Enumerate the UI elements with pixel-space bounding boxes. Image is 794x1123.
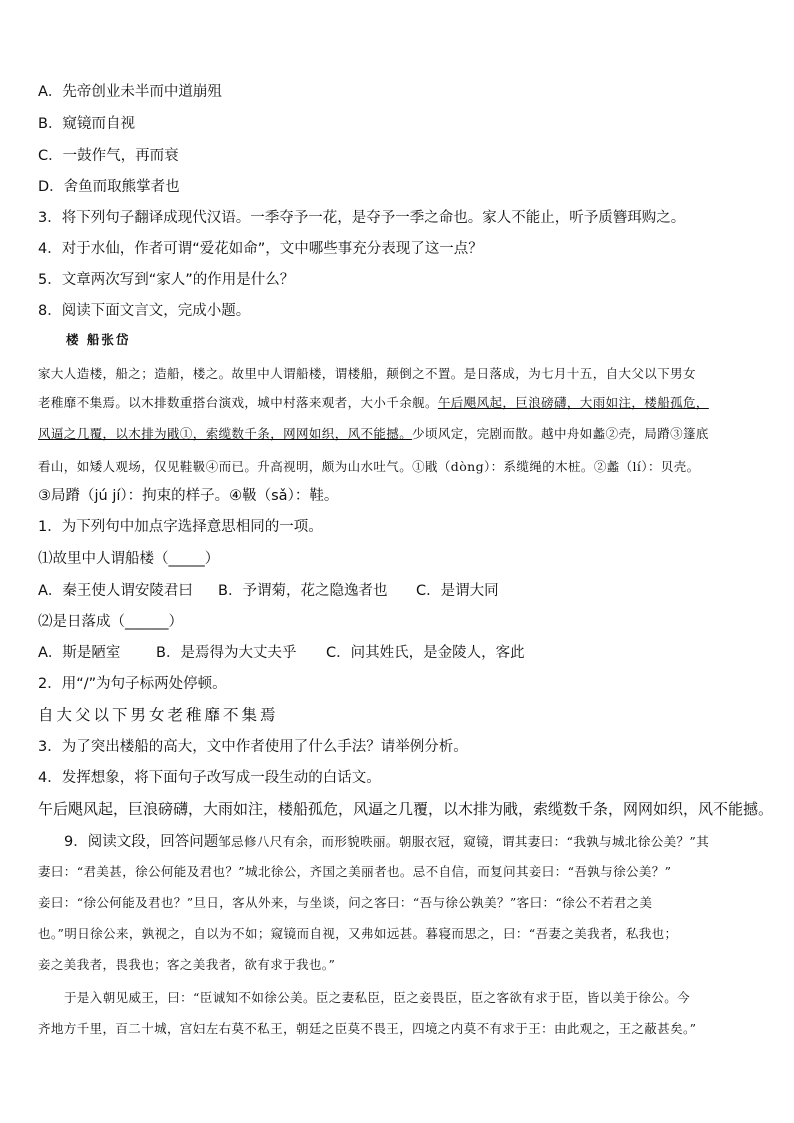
option-1-1-b: B．予谓菊，花之隐逸者也 <box>218 583 388 599</box>
question-8-intro: 8．阅读下面文言文，完成小题。 <box>38 303 251 319</box>
section-9-line-6: 于是入朝见威王，曰：“臣诚知不如徐公美。臣之妻私臣，臣之妾畏臣，臣之客欲有求于臣，皆以美于徐公。今 <box>64 990 690 1005</box>
passage-line-1: 家大人造楼，船之；造船，楼之。故里中人谓船楼，谓楼船，颠倒之不置。是日落成，为七月十五，自大父以下男女 <box>38 366 696 381</box>
sub-question-2-text: 自大父以下男女老稚靡不集焉 <box>38 706 279 724</box>
passage-line-2b-underlined: 午后飓风起，巨浪磅礴，大雨如注，楼船孤危， <box>437 395 709 410</box>
option-1-1-c: C．是谓大同 <box>416 583 499 599</box>
sub-question-1-2-options <box>38 643 525 663</box>
option-b: B．窥镜而自视 <box>38 116 135 132</box>
passage-notes: ③局蹐（jú jí）：拘束的样子。④靸（sǎ）：鞋。 <box>38 488 339 504</box>
sub-question-1-1-options <box>38 581 499 601</box>
section-9-line-5: 妾之美我者，畏我也；客之美我者，欲有求于我也。” <box>38 957 336 972</box>
sub-question-1-1: ⑴故里中人谓船楼（_____） <box>38 551 220 567</box>
sub-question-1: 1．为下列句中加点字选择意思相同的一项。 <box>38 519 323 535</box>
section-9-line-1 <box>64 832 709 852</box>
passage-line-3b: 少顷风定，完剧而散。越中舟如蠡②壳，局蹐③篷底 <box>412 426 709 441</box>
sub-question-3: 3．为了突出楼船的高大，文中作者使用了什么手法？请举例分析。 <box>38 739 468 755</box>
option-1-2-b: B．是焉得为大丈夫乎 <box>156 645 297 661</box>
option-1-1-a: A．秦王使人谓安陵君曰 <box>38 583 193 599</box>
question-3-translate: 3．将下列句子翻译成现代汉语。一季夺予一花，是夺予一季之命也。家人不能止，听予质簪珥购之。 <box>38 210 686 226</box>
option-d: D．舍鱼而取熊掌者也 <box>38 179 180 195</box>
passage-line-4: 看山，如矮人观场，仅见鞋靸④而已。升高视明，颇为山水吐气。①戙（dòng）：系缆绳的木桩。②蠡（lí）：贝壳。 <box>38 459 700 474</box>
section-9-line-7: 齐地方千里，百二十城，宫妇左右莫不私王，朝廷之臣莫不畏王，四境之内莫不有求于王：由此观之，王之蔽甚矣。” <box>38 1021 697 1036</box>
section-9-text-1: 邹忌修八尺有余，而形貌昳丽。朝服衣冠，窥镜，谓其妻曰：“我孰与城北徐公美？”其 <box>218 834 710 849</box>
section-9-line-2: 妻曰：“君美甚，徐公何能及君也？”城北徐公，齐国之美丽者也。忌不自信，而复问其妾曰：“吾孰与徐公美？” <box>38 864 672 879</box>
option-a: A．先帝创业未半而中道崩殂 <box>38 84 222 100</box>
sub-question-4-text: 午后飓风起，巨浪磅礴，大雨如注，楼船孤危，风逼之几覆，以木排为戙，索缆数千条，网网如织，风不能撼。 <box>38 800 774 818</box>
passage-title: 楼 船张岱 <box>66 332 131 347</box>
section-9-line-4: 也。”明日徐公来，孰视之，自以为不如；窥镜而自视，又弗如远甚。暮寝而思之，曰：“吾妻之美我者，私我也； <box>38 926 678 941</box>
option-c: C．一鼓作气，再而衰 <box>38 148 179 164</box>
passage-line-3a-underlined: 风逼之几覆，以木排为戙①，索缆数千条，网网如织，风不能撼。 <box>38 426 413 441</box>
section-9-line-3: 妾曰：“徐公何能及君也？”旦日，客从外来，与坐谈，问之客曰：“吾与徐公孰美？”客曰：“徐公不若君之美 <box>38 895 653 910</box>
option-1-2-c: C．问其姓氏，是金陵人，客此 <box>326 645 525 661</box>
question-4-narcissus: 4．对于水仙，作者可谓“爱花如命”，文中哪些事充分表现了这一点？ <box>38 241 483 257</box>
option-1-2-a: A．斯是陋室 <box>38 645 121 661</box>
passage-line-2a: 老稚靡不集焉。以木排数重搭台演戏，城中村落来观者，大小千余舰。 <box>38 395 438 410</box>
section-9-heading: 9．阅读文段，回答问题 <box>64 834 219 850</box>
passage-line-2 <box>38 393 709 413</box>
question-5-family: 5．文章两次写到“家人”的作用是什么？ <box>38 272 295 288</box>
sub-question-1-2: ⑵是日落成（______） <box>38 614 183 630</box>
passage-line-3 <box>38 424 709 444</box>
sub-question-4: 4．发挥想象，将下面句子改写成一段生动的白话文。 <box>38 770 381 786</box>
sub-question-2: 2．用“/”为句子标两处停顿。 <box>38 676 227 692</box>
